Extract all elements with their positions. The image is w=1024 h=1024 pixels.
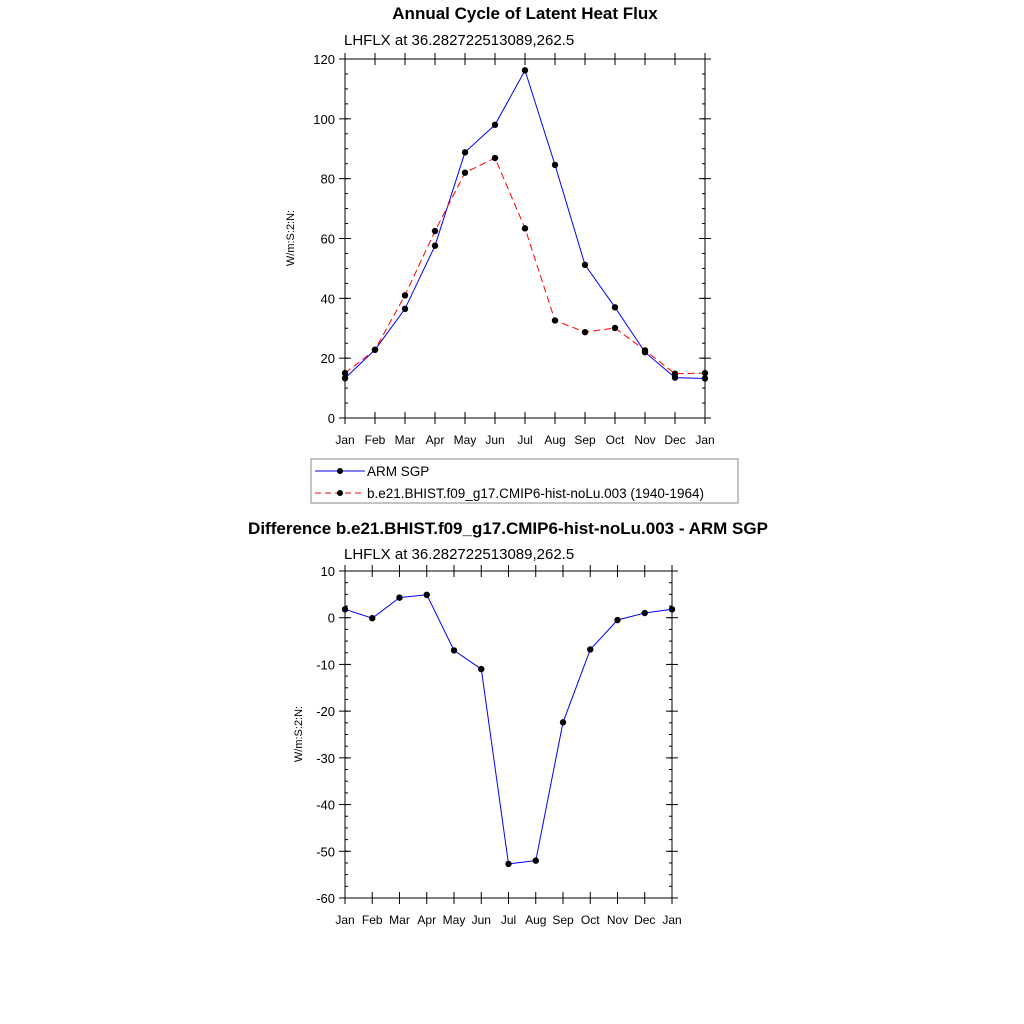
chart2-y-tick-label: 10 [320, 564, 335, 579]
chart2-ylabel: W/m:S:2:N: [293, 705, 305, 763]
annual-cycle-chart [285, 4, 715, 447]
chart2-x-tick-label: Dec [634, 913, 656, 927]
chart2-x-tick-label: Aug [525, 913, 547, 927]
chart1-ylabel: W/m:S:2:N: [285, 209, 297, 267]
chart1-x-tick-label: Apr [425, 433, 445, 447]
chart1-series-0-point [582, 262, 588, 268]
chart2-x-tick-label: Nov [606, 913, 629, 927]
chart1-series-0-point [552, 162, 558, 168]
chart2-series-0-point [614, 617, 620, 623]
chart1-y-tick-label: 20 [320, 351, 335, 367]
chart2-x-tick-label: Jun [471, 913, 491, 927]
chart1-series-1-point [552, 317, 558, 323]
chart2-series-0-point [478, 666, 484, 672]
chart1-x-tick-label: Dec [664, 433, 686, 447]
chart1-x-tick-label: Jan [695, 433, 715, 447]
chart1-x-tick-label: Sep [574, 433, 596, 447]
chart2-series-0-point [505, 861, 511, 867]
chart2-series-0-point [669, 606, 675, 612]
chart1-y-tick-label: 0 [327, 411, 335, 426]
chart1-series-1-point [672, 371, 678, 377]
chart2-plot-frame [345, 571, 672, 898]
chart2-series-0-point [342, 606, 348, 612]
chart1-title: Annual Cycle of Latent Heat Flux [392, 4, 658, 23]
chart2-x-tick-label: Sep [552, 913, 574, 927]
chart2-x-tick-label: Feb [361, 913, 383, 927]
legend-label-arm-sgp: ARM SGP [367, 464, 430, 479]
chart2-y-tick-label: -20 [316, 704, 335, 720]
chart2-series-0-point [451, 647, 457, 653]
chart1-x-tick-label: Jan [335, 433, 355, 447]
chart2-series-0-point [560, 719, 566, 725]
chart2-series-0-point [424, 592, 430, 598]
chart2-series-0-point [642, 610, 648, 616]
chart1-x-tick-label: Jun [485, 433, 505, 447]
chart2-series-0-point [396, 594, 402, 600]
chart1-series-1-point [402, 292, 408, 298]
chart1-series-0-line [345, 70, 705, 378]
chart2-y-tick-label: -50 [316, 844, 335, 860]
chart1-series-1-point [702, 370, 708, 376]
legend-marker-model [337, 490, 343, 496]
chart2-x-tick-label: May [442, 913, 466, 927]
chart2-series-0-point [533, 857, 539, 863]
chart1-x-tick-label: Nov [634, 433, 656, 447]
chart2-x-tick-label: Oct [580, 913, 600, 927]
chart2-y-tick-label: 0 [327, 610, 335, 626]
chart1-series-0-point [492, 122, 498, 128]
chart1-subtitle: LHFLX at 36.282722513089,262.5 [344, 32, 575, 49]
chart2-series-0-line [345, 595, 672, 864]
difference-chart [248, 519, 768, 927]
chart1-series-0-point [402, 306, 408, 312]
chart2-x-tick-label: Mar [389, 913, 410, 927]
chart2-series-0-point [369, 615, 375, 621]
chart1-y-tick-label: 100 [313, 111, 335, 127]
chart1-series-0-point [522, 67, 528, 73]
chart1-x-tick-label: Aug [544, 433, 566, 447]
legend [311, 459, 738, 503]
chart1-series-1-point [342, 370, 348, 376]
chart1-plot-frame [345, 59, 705, 418]
legend-marker-arm-sgp [337, 468, 343, 474]
chart2-x-tick-label: Apr [417, 913, 437, 927]
chart1-series-1-point [372, 347, 378, 353]
chart2-x-tick-label: Jan [335, 913, 355, 927]
chart1-x-tick-label: Jul [517, 433, 533, 447]
chart1-x-tick-label: Mar [394, 433, 416, 447]
chart2-title: Difference b.e21.BHIST.f09_g17.CMIP6-hist-noLu.003 - ARM SGP [248, 519, 768, 538]
chart1-y-tick-label: 40 [320, 291, 335, 307]
chart2-y-tick-label: -40 [316, 797, 335, 813]
chart2-x-tick-label: Jan [662, 913, 682, 927]
chart1-series-1-point [642, 347, 648, 353]
chart1-x-tick-label: Oct [605, 433, 625, 447]
chart1-y-tick-label: 80 [320, 171, 335, 187]
chart1-series-1-point [612, 325, 618, 331]
legend-label-model: b.e21.BHIST.f09_g17.CMIP6-hist-noLu.003 (1940-1964) [367, 486, 704, 501]
chart2-subtitle: LHFLX at 36.282722513089,262.5 [344, 546, 575, 563]
chart1-series-1-point [582, 329, 588, 335]
chart1-series-0-point [612, 304, 618, 310]
chart1-x-tick-label: Feb [364, 433, 386, 447]
chart1-series-0-point [432, 242, 438, 248]
chart1-series-1-line [345, 158, 705, 374]
chart1-series-1-point [462, 169, 468, 175]
chart1-series-1-point [522, 225, 528, 231]
chart2-y-tick-label: -30 [316, 750, 335, 766]
chart2-y-tick-label: -10 [316, 657, 335, 673]
chart1-y-tick-label: 60 [320, 231, 335, 247]
chart1-series-1-point [432, 228, 438, 234]
chart2-series-0-point [587, 646, 593, 652]
chart1-y-tick-label: 120 [313, 52, 335, 67]
chart2-y-tick-label: -60 [316, 891, 335, 906]
chart1-x-tick-label: May [453, 433, 477, 447]
chart1-series-1-point [492, 155, 498, 161]
chart1-series-0-point [462, 149, 468, 155]
chart2-x-tick-label: Jul [500, 913, 517, 927]
